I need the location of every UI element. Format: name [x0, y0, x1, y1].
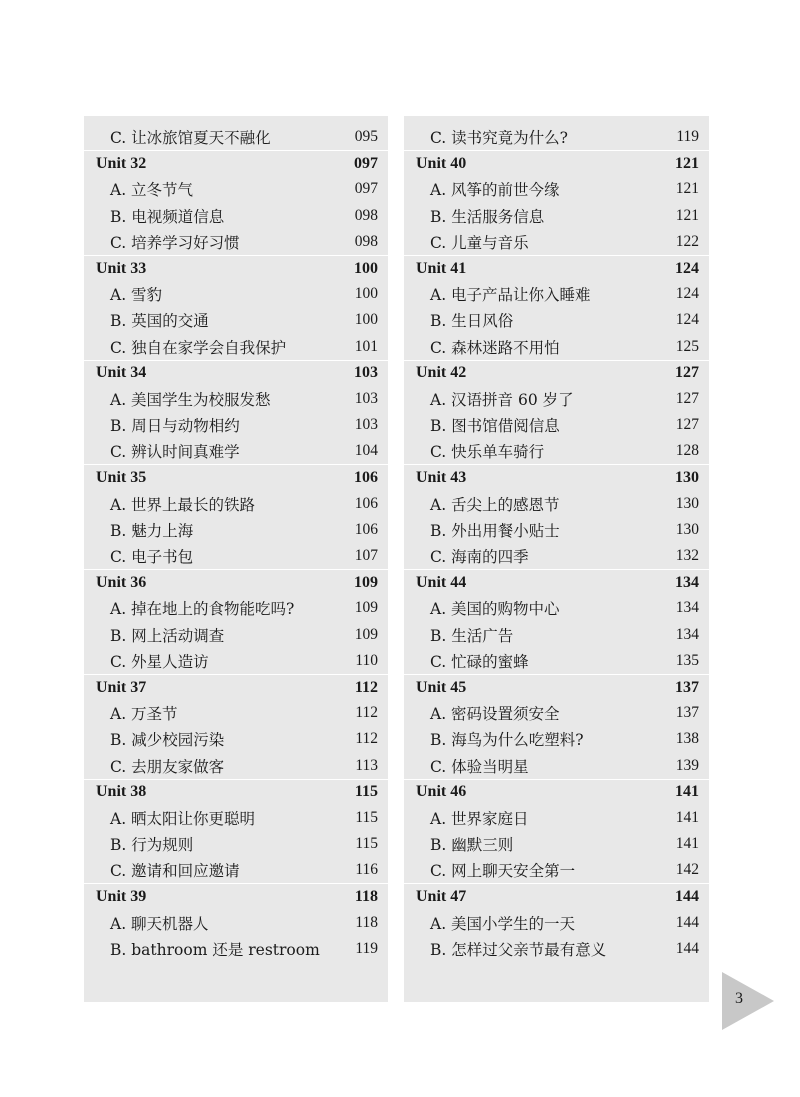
toc-entry — [404, 753, 709, 779]
page-ref: 104 — [354, 442, 378, 460]
page-ref: 125 — [675, 337, 699, 355]
toc-unit-heading — [84, 360, 388, 386]
entry-title: C. 电子书包 — [110, 548, 194, 567]
entry-title: A. 聊天机器人 — [110, 914, 209, 933]
entry-title: B. 海鸟为什么吃塑料? — [430, 731, 584, 750]
toc-entry — [84, 517, 388, 543]
page-ref: 106 — [354, 494, 378, 512]
toc-entry — [404, 517, 709, 543]
page-number: 3 — [735, 990, 743, 1007]
entry-title: B. 生日风俗 — [430, 312, 514, 331]
unit-title: Unit 35 — [96, 469, 147, 487]
toc-unit-heading — [404, 779, 709, 805]
toc-entry — [84, 831, 388, 857]
page-ref: 144 — [675, 913, 699, 931]
page-ref: 095 — [354, 128, 378, 146]
toc-entry — [84, 281, 388, 307]
page-ref: 135 — [675, 651, 699, 669]
page-ref: 103 — [354, 416, 378, 434]
entry-title: B. 减少校园污染 — [110, 731, 225, 750]
toc-unit-heading — [404, 464, 709, 490]
unit-title: Unit 40 — [416, 154, 467, 172]
entry-title: A. 立冬节气 — [110, 181, 194, 200]
toc-entry — [84, 805, 388, 831]
toc-unit-heading — [404, 255, 709, 281]
page-ref: 106 — [354, 520, 378, 538]
toc-unit-heading — [404, 674, 709, 700]
page-ref: 144 — [675, 939, 699, 957]
entry-title: C. 邀请和回应邀请 — [110, 862, 240, 881]
entry-title: B. 英国的交通 — [110, 312, 209, 331]
unit-title: Unit 36 — [96, 573, 147, 591]
page-ref: 112 — [355, 704, 378, 722]
entry-title: B. bathroom 还是 restroom — [110, 940, 320, 959]
toc-entry — [84, 857, 388, 883]
toc-entry — [404, 203, 709, 229]
toc-entry — [404, 386, 709, 412]
page-ref: 134 — [675, 599, 699, 617]
page-ref: 127 — [675, 389, 699, 407]
toc-entry — [404, 700, 709, 726]
entry-title: B. 魅力上海 — [110, 521, 194, 540]
page-ref: 122 — [675, 232, 699, 250]
entry-title: C. 森林迷路不用怕 — [430, 338, 560, 357]
page-ref: 115 — [355, 835, 378, 853]
page-ref: 103 — [354, 364, 378, 382]
page-ref: 100 — [354, 311, 378, 329]
unit-title: Unit 32 — [96, 154, 147, 172]
toc-unit-heading — [84, 255, 388, 281]
toc-entry — [84, 124, 388, 150]
toc-entry — [84, 648, 388, 674]
page-ref: 106 — [354, 469, 378, 487]
entry-title: C. 读书究竟为什么? — [430, 129, 568, 148]
page-ref: 110 — [355, 651, 378, 669]
entry-title: C. 独自在家学会自我保护 — [110, 338, 287, 357]
entry-title: A. 美国学生为校服发愁 — [110, 390, 271, 409]
entry-title: A. 世界家庭日 — [430, 809, 529, 828]
page-ref: 124 — [675, 259, 699, 277]
page-ref: 115 — [354, 783, 378, 801]
toc-entry — [404, 543, 709, 569]
page-ref: 121 — [675, 206, 699, 224]
toc-entry — [404, 857, 709, 883]
entry-title: C. 去朋友家做客 — [110, 757, 225, 776]
page-ref: 100 — [354, 285, 378, 303]
entry-title: B. 电视频道信息 — [110, 207, 225, 226]
entry-title: A. 风筝的前世今缘 — [430, 181, 560, 200]
toc-entry — [404, 491, 709, 517]
toc-entry — [84, 412, 388, 438]
toc-unit-heading — [84, 569, 388, 595]
page-ref: 098 — [354, 232, 378, 250]
toc-entry — [404, 831, 709, 857]
toc-entry — [84, 753, 388, 779]
page-ref: 130 — [675, 494, 699, 512]
page-ref: 113 — [355, 756, 378, 774]
toc-entry — [84, 438, 388, 464]
entry-title: B. 生活广告 — [430, 626, 514, 645]
unit-title: Unit 34 — [96, 364, 147, 382]
toc-entry — [84, 700, 388, 726]
entry-title: C. 海南的四季 — [430, 548, 529, 567]
page-ref: 141 — [675, 835, 699, 853]
unit-title: Unit 41 — [416, 259, 467, 277]
page-ref: 138 — [675, 730, 699, 748]
unit-title: Unit 38 — [96, 783, 147, 801]
toc-entry — [404, 307, 709, 333]
page-ref: 142 — [675, 861, 699, 879]
toc-unit-heading — [84, 150, 388, 176]
entry-title: C. 让冰旅馆夏天不融化 — [110, 129, 271, 148]
unit-title: Unit 46 — [416, 783, 467, 801]
toc-entry — [404, 622, 709, 648]
entry-title: B. 网上活动调查 — [110, 626, 225, 645]
toc-entry — [404, 726, 709, 752]
entry-title: C. 忙碌的蜜蜂 — [430, 652, 529, 671]
toc-entry — [404, 229, 709, 255]
entry-title: A. 美国的购物中心 — [430, 600, 560, 619]
page-ref: 097 — [354, 154, 378, 172]
page-ref: 109 — [354, 625, 378, 643]
page-ref: 100 — [354, 259, 378, 277]
page-ref: 112 — [354, 678, 378, 696]
toc-unit-heading — [404, 883, 709, 909]
toc-entry — [404, 648, 709, 674]
toc-entry — [84, 726, 388, 752]
toc-entry — [404, 438, 709, 464]
toc-entry — [84, 203, 388, 229]
toc-entry — [84, 386, 388, 412]
toc-unit-heading — [404, 569, 709, 595]
entry-title: B. 周日与动物相约 — [110, 417, 240, 436]
toc-column-right — [404, 116, 709, 1002]
page-ref: 128 — [675, 442, 699, 460]
toc-column-left — [84, 116, 388, 1002]
toc-entry — [404, 124, 709, 150]
unit-title: Unit 45 — [416, 678, 467, 696]
entry-title: C. 网上聊天安全第一 — [430, 862, 576, 881]
toc-unit-heading — [404, 360, 709, 386]
page-ref: 132 — [675, 547, 699, 565]
toc-entry — [84, 936, 388, 962]
entry-title: A. 美国小学生的一天 — [430, 914, 576, 933]
toc-entry — [404, 281, 709, 307]
toc-unit-heading — [84, 464, 388, 490]
toc-entry — [404, 412, 709, 438]
toc-unit-heading — [84, 883, 388, 909]
entry-title: B. 生活服务信息 — [430, 207, 545, 226]
entry-title: C. 体验当明星 — [430, 757, 529, 776]
entry-title: A. 晒太阳让你更聪明 — [110, 809, 256, 828]
entry-title: A. 舌尖上的感恩节 — [430, 495, 560, 514]
page-tab-arrow-icon — [722, 972, 774, 1030]
entry-title: B. 怎样过父亲节最有意义 — [430, 940, 607, 959]
page-ref: 109 — [354, 599, 378, 617]
entry-title: A. 万圣节 — [110, 705, 178, 724]
page-ref: 130 — [675, 520, 699, 538]
entry-title: A. 掉在地上的食物能吃吗? — [110, 600, 295, 619]
page-ref: 098 — [354, 206, 378, 224]
toc-entry — [84, 229, 388, 255]
toc-unit-heading — [84, 674, 388, 700]
unit-title: Unit 33 — [96, 259, 147, 277]
toc-entry — [84, 622, 388, 648]
entry-title: A. 电子产品让你入睡难 — [430, 286, 591, 305]
page-ref: 119 — [676, 128, 699, 146]
toc-entry — [84, 176, 388, 202]
toc-entry — [84, 491, 388, 517]
page-ref: 139 — [675, 756, 699, 774]
unit-title: Unit 47 — [416, 888, 467, 906]
entry-title: C. 辨认时间真难学 — [110, 443, 240, 462]
page-ref: 141 — [675, 783, 699, 801]
toc-entry — [84, 595, 388, 621]
unit-title: Unit 39 — [96, 888, 147, 906]
unit-title: Unit 42 — [416, 364, 467, 382]
page-ref: 119 — [355, 939, 378, 957]
page-ref: 121 — [675, 154, 699, 172]
page-ref: 118 — [355, 913, 378, 931]
entry-title: C. 培养学习好习惯 — [110, 233, 240, 252]
toc-entry — [84, 543, 388, 569]
page-ref: 109 — [354, 573, 378, 591]
page-ref: 116 — [355, 861, 378, 879]
page-ref: 124 — [675, 311, 699, 329]
toc-list-left — [84, 124, 388, 962]
entry-title: B. 外出用餐小贴士 — [430, 521, 560, 540]
page-ref: 144 — [675, 888, 699, 906]
page-ref: 134 — [675, 625, 699, 643]
page-ref: 103 — [354, 389, 378, 407]
entry-title: B. 幽默三则 — [430, 836, 514, 855]
toc-entry — [84, 334, 388, 360]
unit-title: Unit 44 — [416, 573, 467, 591]
toc-entry — [404, 805, 709, 831]
entry-title: A. 汉语拼音 60 岁了 — [430, 390, 574, 409]
toc-entry — [404, 910, 709, 936]
entry-title: C. 儿童与音乐 — [430, 233, 529, 252]
toc-entry — [404, 936, 709, 962]
toc-entry — [404, 595, 709, 621]
page-ref: 112 — [355, 730, 378, 748]
page-ref: 130 — [675, 469, 699, 487]
toc-entry — [84, 307, 388, 333]
page-ref: 101 — [354, 337, 378, 355]
page-ref: 134 — [675, 573, 699, 591]
toc-entry — [404, 334, 709, 360]
toc-entry — [404, 176, 709, 202]
unit-title: Unit 37 — [96, 678, 147, 696]
entry-title: A. 世界上最长的铁路 — [110, 495, 256, 514]
entry-title: C. 外星人造访 — [110, 652, 209, 671]
entry-title: C. 快乐单车骑行 — [430, 443, 545, 462]
page-ref: 141 — [675, 808, 699, 826]
page-ref: 121 — [675, 180, 699, 198]
entry-title: A. 雪豹 — [110, 286, 163, 305]
entry-title: B. 行为规则 — [110, 836, 194, 855]
toc-list-right — [404, 124, 709, 962]
page-ref: 107 — [354, 547, 378, 565]
entry-title: A. 密码设置须安全 — [430, 705, 560, 724]
page-ref: 118 — [354, 888, 378, 906]
page-ref: 137 — [675, 704, 699, 722]
page-ref: 137 — [675, 678, 699, 696]
toc-unit-heading — [84, 779, 388, 805]
page-ref: 115 — [355, 808, 378, 826]
page-ref: 127 — [675, 416, 699, 434]
page-ref: 124 — [675, 285, 699, 303]
toc-entry — [84, 910, 388, 936]
unit-title: Unit 43 — [416, 469, 467, 487]
page-ref: 127 — [675, 364, 699, 382]
page-ref: 097 — [354, 180, 378, 198]
entry-title: B. 图书馆借阅信息 — [430, 417, 560, 436]
toc-unit-heading — [404, 150, 709, 176]
